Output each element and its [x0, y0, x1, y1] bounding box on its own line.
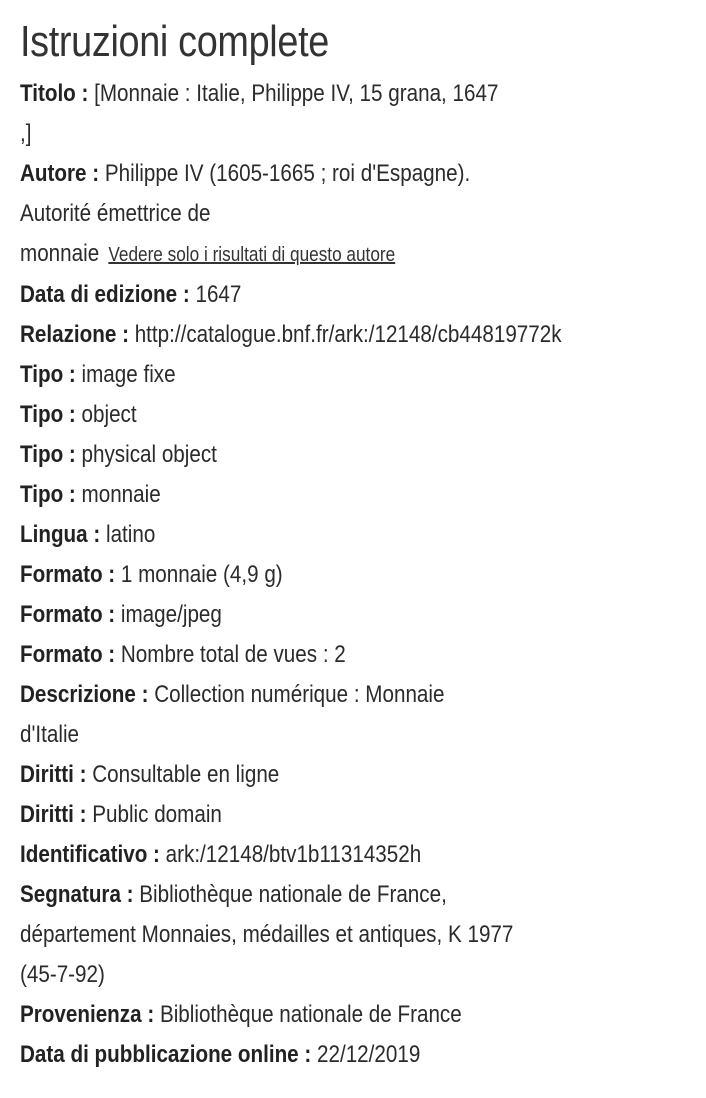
field-tipo	[20, 475, 610, 515]
field-titolo-continued	[20, 114, 610, 154]
field-value: département Monnaies, médailles et antiques, K 1977	[20, 921, 514, 948]
field-label: Formato	[20, 561, 103, 588]
field-identificativo	[20, 835, 610, 875]
field-value: image fixe	[81, 361, 176, 388]
field-separator: :	[298, 1041, 318, 1068]
field-segnatura-continued-2	[20, 955, 610, 995]
field-separator: :	[63, 481, 82, 508]
field-label: Tipo	[20, 401, 64, 428]
field-value: Consultable en ligne	[92, 761, 280, 788]
field-diritti	[20, 755, 610, 795]
field-value: 1 monnaie (4,9 g)	[120, 561, 283, 588]
field-diritti	[20, 795, 610, 835]
field-value: Collection numérique : Monnaie	[154, 681, 445, 708]
field-value: object	[81, 401, 137, 428]
field-separator: :	[75, 80, 95, 107]
field-value: Bibliothèque nationale de France,	[139, 881, 447, 908]
field-separator: :	[141, 1001, 160, 1028]
author-results-link[interactable]: Vedere solo i risultati di questo autore	[108, 244, 396, 266]
field-separator: :	[63, 441, 82, 468]
record-details	[20, 74, 706, 1075]
field-autore-continued	[20, 194, 610, 234]
field-separator: :	[102, 601, 121, 628]
field-segnatura	[20, 875, 610, 915]
field-value: Bibliothèque nationale de France	[159, 1001, 462, 1028]
field-separator: :	[87, 521, 106, 548]
field-label: Tipo	[20, 481, 64, 508]
field-value: d'Italie	[20, 721, 80, 748]
field-autore	[20, 154, 610, 194]
field-descrizione-continued	[20, 715, 610, 755]
field-value: ark:/12148/btv1b11314352h	[165, 841, 422, 868]
field-separator: :	[73, 801, 93, 828]
field-label: Titolo	[20, 80, 76, 107]
field-separator: :	[73, 761, 93, 788]
field-label: Formato	[20, 641, 103, 668]
field-separator: :	[102, 641, 121, 668]
field-separator: :	[120, 881, 140, 908]
field-value: Philippe IV (1605-1665 ; roi d'Espagne).	[104, 160, 471, 187]
field-segnatura-continued	[20, 915, 610, 955]
field-tipo	[20, 395, 610, 435]
field-label: Diritti	[20, 801, 74, 828]
field-value: Autorité émettrice de	[20, 200, 211, 227]
field-value: Public domain	[92, 801, 222, 828]
field-formato	[20, 555, 610, 595]
field-label: Descrizione	[20, 681, 136, 708]
field-label: Tipo	[20, 361, 64, 388]
field-separator: :	[63, 401, 82, 428]
field-label: Diritti	[20, 761, 74, 788]
field-label: Formato	[20, 601, 103, 628]
field-label: Lingua	[20, 521, 88, 548]
field-titolo	[20, 74, 610, 114]
field-separator: :	[177, 281, 196, 308]
field-value: physical object	[81, 441, 217, 468]
field-tipo	[20, 435, 610, 475]
field-lingua	[20, 515, 610, 555]
field-tipo	[20, 355, 610, 395]
field-value: ,]	[20, 120, 32, 147]
field-formato	[20, 635, 610, 675]
field-value: image/jpeg	[120, 601, 222, 628]
field-value: (45-7-92)	[20, 961, 105, 988]
page-title: Istruzioni complete	[20, 17, 329, 66]
field-label: Segnatura	[20, 881, 121, 908]
field-descrizione	[20, 675, 610, 715]
field-separator: :	[147, 841, 166, 868]
field-label: Data di pubblicazione online	[20, 1041, 299, 1068]
field-label: Provenienza	[20, 1001, 142, 1028]
field-value: http://catalogue.bnf.fr/ark:/12148/cb44819772k	[134, 321, 562, 348]
field-separator: :	[135, 681, 155, 708]
field-separator: :	[116, 321, 135, 348]
field-value: Nombre total de vues : 2	[120, 641, 346, 668]
field-value: latino	[105, 521, 156, 548]
field-separator: :	[63, 361, 82, 388]
field-provenienza	[20, 995, 610, 1035]
field-value: 1647	[195, 281, 242, 308]
field-value: monnaie	[20, 240, 100, 267]
field-label: Relazione	[20, 321, 117, 348]
field-value: 22/12/2019	[317, 1041, 421, 1068]
field-label: Tipo	[20, 441, 64, 468]
field-separator: :	[102, 561, 121, 588]
field-value: monnaie	[81, 481, 161, 508]
field-label: Identificativo	[20, 841, 148, 868]
field-data-pubblicazione	[20, 1035, 610, 1075]
field-value: [Monnaie : Italie, Philippe IV, 15 grana, 1647	[94, 80, 499, 107]
field-relazione	[20, 315, 610, 355]
field-separator: :	[86, 160, 105, 187]
field-data-edizione	[20, 275, 610, 315]
field-formato	[20, 595, 610, 635]
field-label: Data di edizione	[20, 281, 178, 308]
field-autore-continued-2	[20, 234, 610, 275]
field-label: Autore	[20, 160, 87, 187]
